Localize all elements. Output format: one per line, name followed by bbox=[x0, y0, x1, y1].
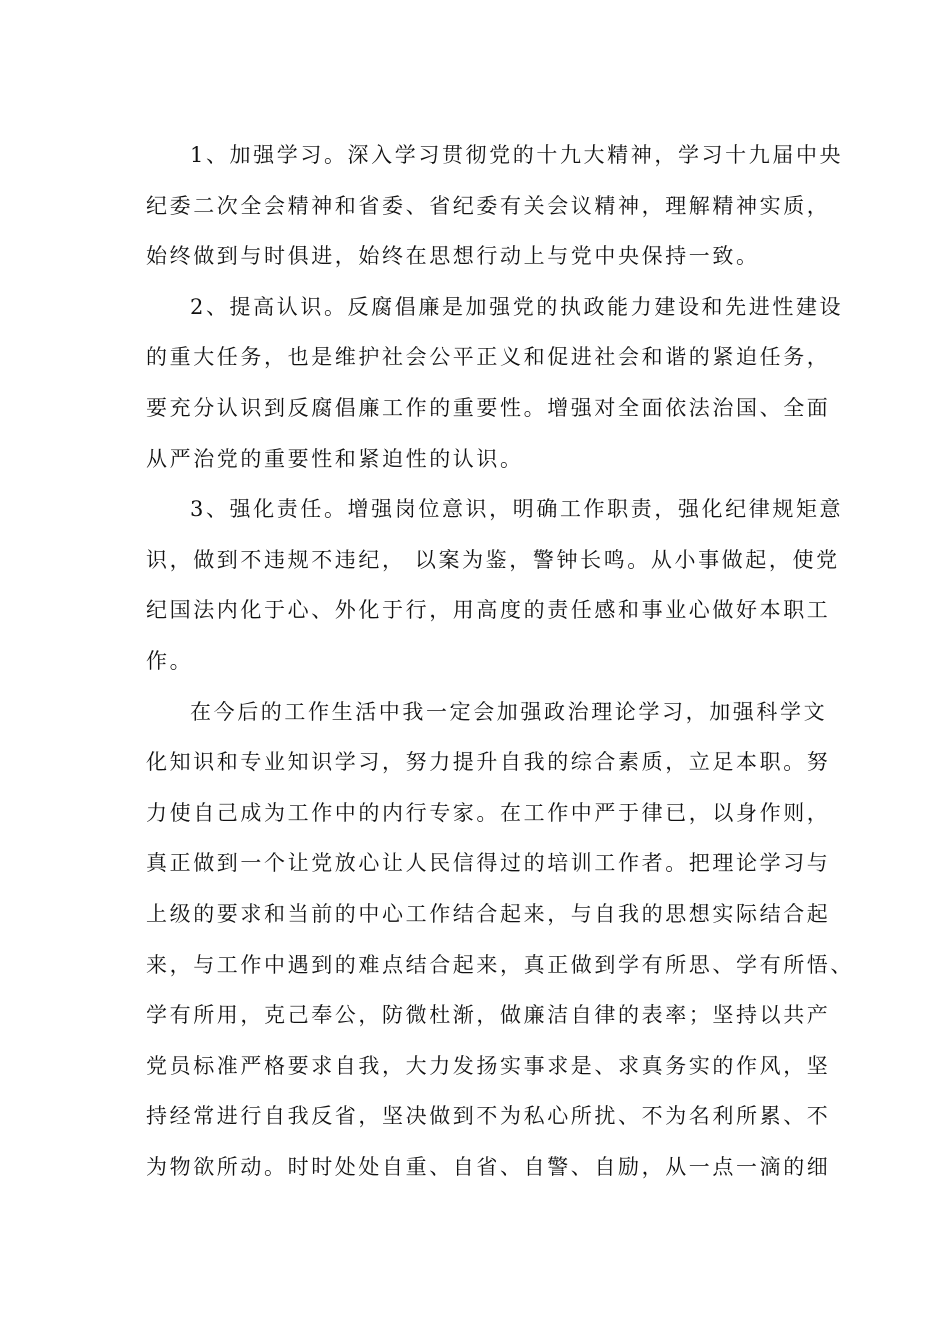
paragraph-line: 作。 bbox=[146, 648, 194, 673]
paragraph-line: 党员标准严格要求自我，大力发扬实事求是、求真务实的作风，坚 bbox=[146, 1053, 831, 1078]
paragraph-line: 从严治党的重要性和紧迫性的认识。 bbox=[146, 446, 524, 471]
paragraph-awareness bbox=[146, 282, 844, 484]
paragraph-line: 纪委二次全会精神和省委、省纪委有关会议精神，理解精神实质， bbox=[146, 193, 831, 218]
paragraph-line: 识，做到不违规不违纪， 以案为鉴，警钟长鸣。从小事做起，使党 bbox=[146, 547, 840, 572]
document-body bbox=[146, 130, 854, 1192]
paragraph-line: 在今后的工作生活中我一定会加强政治理论学习，加强科学文 bbox=[190, 699, 828, 724]
paragraph-responsibility bbox=[146, 484, 844, 686]
paragraph-line: 真正做到一个让党放心让人民信得过的培训工作者。把理论学习与 bbox=[146, 851, 831, 876]
paragraph-line: 2、提高认识。反腐倡廉是加强党的执政能力建设和先进性建设 bbox=[190, 294, 844, 319]
paragraph-line: 始终做到与时俱进，始终在思想行动上与党中央保持一致。 bbox=[146, 244, 760, 269]
paragraph-line: 学有所用，克己奉公，防微杜渐，做廉洁自律的表率；坚持以共产 bbox=[146, 1003, 831, 1028]
paragraph-line: 1、加强学习。深入学习贯彻党的十九大精神，学习十九届中央 bbox=[190, 143, 844, 167]
paragraph-line: 上级的要求和当前的中心工作结合起来，与自我的思想实际结合起 bbox=[146, 901, 831, 926]
paragraph-line: 化知识和专业知识学习，努力提升自我的综合素质，立足本职。努 bbox=[146, 750, 831, 775]
paragraph-line: 为物欲所动。时时处处自重、自省、自警、自励，从一点一滴的细 bbox=[146, 1154, 831, 1179]
paragraph-line: 来，与工作中遇到的难点结合起来，真正做到学有所思、学有所悟、 bbox=[146, 952, 854, 977]
paragraph-future-work bbox=[146, 687, 854, 1193]
paragraph-line: 持经常进行自我反省，坚决做到不为私心所扰、不为名利所累、不 bbox=[146, 1104, 831, 1129]
paragraph-line: 的重大任务，也是维护社会公平正义和促进社会和谐的紧迫任务， bbox=[146, 345, 831, 370]
paragraph-line: 要充分认识到反腐倡廉工作的重要性。增强对全面依法治国、全面 bbox=[146, 395, 831, 420]
paragraph-line: 纪国法内化于心、外化于行，用高度的责任感和事业心做好本职工 bbox=[146, 598, 831, 623]
paragraph-line: 3、强化责任。增强岗位意识，明确工作职责，强化纪律规矩意 bbox=[190, 497, 844, 522]
paragraph-line: 力使自己成为工作中的内行专家。在工作中严于律已，以身作则， bbox=[146, 800, 831, 825]
paragraph-study bbox=[146, 130, 844, 282]
